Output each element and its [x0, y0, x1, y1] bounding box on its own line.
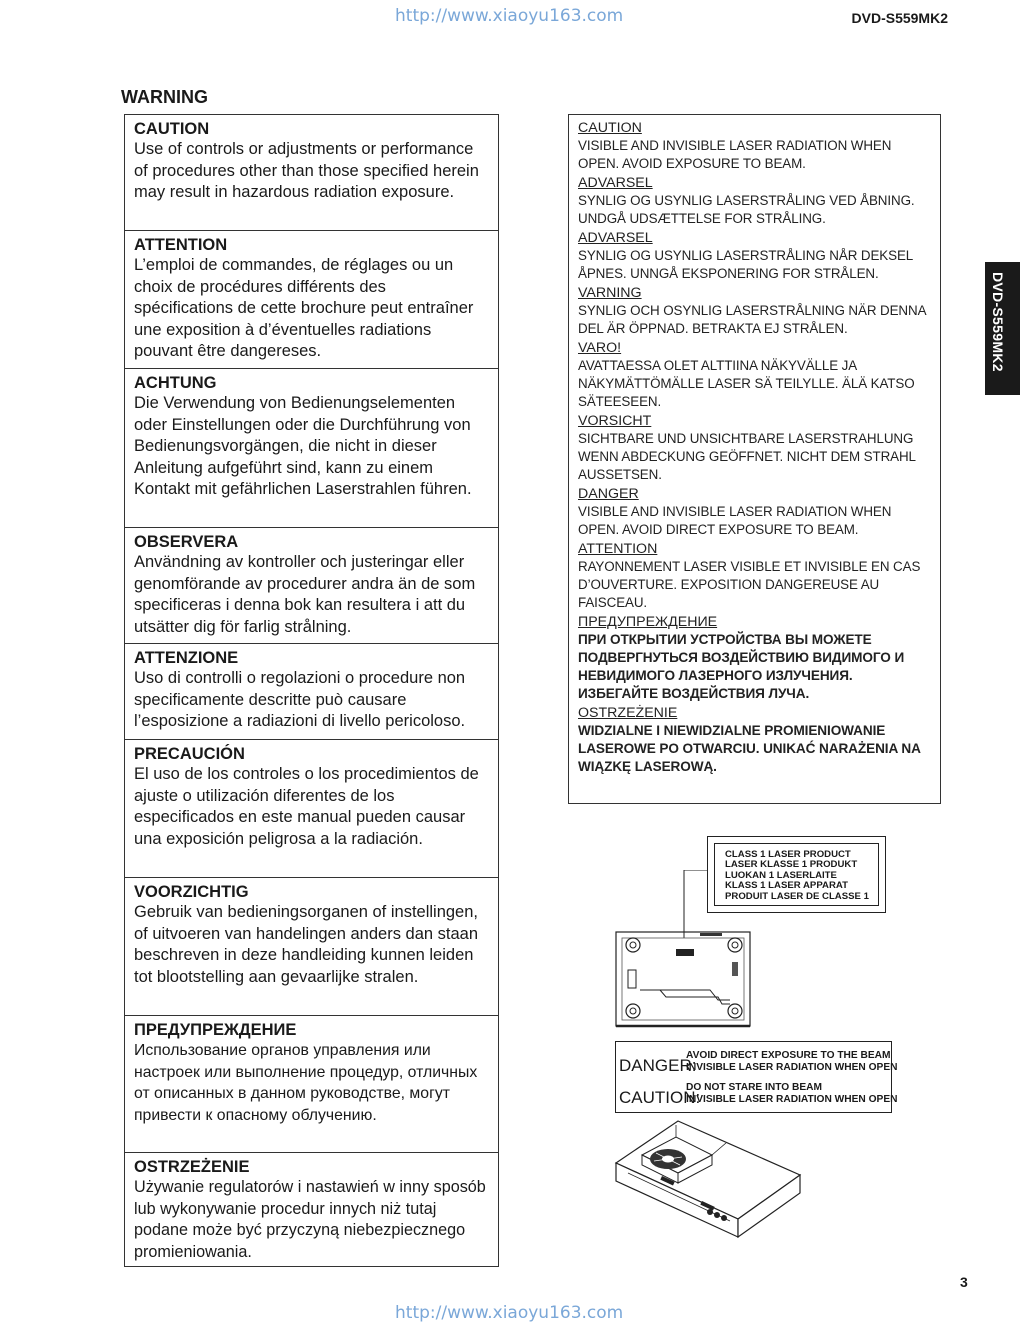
danger-line: AVOID DIRECT EXPOSURE TO THE BEAM: [686, 1050, 891, 1061]
caution-line: INVISIBLE LASER RADIATION WHEN OPEN: [686, 1094, 898, 1105]
section-title: VOORZICHTIG: [134, 883, 249, 901]
laser-section-title: ADVARSEL: [578, 230, 653, 246]
section-body: El uso de los controles o los procedimientos de ajuste o utilización diferentes de los especificados en este manual pueden causar una exposición peligrosa a la radiación.: [134, 765, 479, 848]
header-url[interactable]: http://www.xiaoyu163.com: [395, 6, 624, 26]
danger-word: DANGER:: [619, 1056, 697, 1075]
section-title: CAUTION: [134, 120, 210, 138]
laser-section-title: OSTRZEŻENIE: [578, 705, 678, 721]
laser-section-body: WIDZIALNE I NIEWIDZIALNE PROMIENIOWANIE LASEROWE PO OTWARCIU. UNIKAĆ NARAŻENIA NA WIĄZKĘ LASEROWĄ.: [578, 723, 921, 774]
danger-line: INVISIBLE LASER RADIATION WHEN OPEN: [686, 1062, 898, 1073]
laser-section: [578, 705, 931, 776]
danger-caution-label: [615, 1041, 898, 1113]
player-perspective-illustration: [610, 1115, 810, 1247]
danger-lines: [686, 1050, 898, 1074]
section-title: OSTRZEŻENIE: [134, 1158, 250, 1176]
laser-section: [578, 486, 931, 539]
laser-section: [578, 541, 931, 612]
page-number: 3: [960, 1274, 968, 1290]
section-title: ПРЕДУПРЕЖДЕНИЕ: [134, 1021, 297, 1039]
side-tab: [985, 262, 1020, 395]
caution-word: CAUTION:: [619, 1088, 701, 1107]
warning-section-observera: [125, 528, 498, 644]
laser-section: [578, 340, 931, 411]
warning-box-left: [124, 114, 499, 1267]
laser-section-body: VISIBLE AND INVISIBLE LASER RADIATION WHEN OPEN. AVOID DIRECT EXPOSURE TO BEAM.: [578, 504, 892, 537]
section-title: ACHTUNG: [134, 374, 217, 392]
laser-section: [578, 614, 931, 703]
warning-heading: WARNING: [121, 87, 208, 107]
laser-section: [578, 285, 931, 338]
warning-section-voorzichtig: [125, 878, 498, 1016]
section-body: Användning av kontroller och justeringar eller genomförande av procedurer andra än de som specificeras i denna bok kan resultera i att du utsätter dig för farlig strålning.: [134, 553, 476, 636]
laser-warning-box: [568, 114, 941, 804]
laser-section-body: RAYONNEMENT LASER VISIBLE ET INVISIBLE EN CAS D’OUVERTURE. EXPOSITION DANGEREUSE AU FAISCEAU.: [578, 559, 921, 610]
section-body: Używanie regulatorów i nastawień w inny sposób lub wykonywanie procedur innych niż tutaj podane może być przyczyną niebezpiecznego promieniowania.: [134, 1178, 486, 1261]
laser-section-title: VORSICHT: [578, 413, 652, 429]
section-title: PRECAUCIÓN: [134, 745, 245, 763]
section-title: ATTENZIONE: [134, 649, 239, 667]
laser-section: [578, 230, 931, 283]
caution-lines: [686, 1082, 898, 1106]
footer-url[interactable]: http://www.xiaoyu163.com: [395, 1303, 624, 1323]
model-name: DVD-S559MK2: [851, 10, 948, 26]
side-tab-label: DVD-S559MK2: [990, 272, 1006, 372]
warning-section-attenzione: [125, 644, 498, 740]
class-label-line: KLASS 1 LASER APPARAT: [725, 880, 848, 892]
laser-section-body: SYNLIG OG USYNLIG LASERSTRÅLING VED ÅBNING. UNDGÅ UDSÆTTELSE FOR STRÅLING.: [578, 193, 915, 226]
laser-section-title: CAUTION: [578, 120, 642, 136]
laser-section: [578, 175, 931, 228]
caution-line: DO NOT STARE INTO BEAM: [686, 1082, 823, 1093]
warning-section-polish: [125, 1153, 498, 1266]
player-top-view-illustration: [600, 870, 760, 1032]
section-body: Gebruik van bedieningsorganen of instellingen, of uitvoeren van handelingen anders dan staan beschreven in deze handleiding kunnen leiden tot blootstelling aan gevaarlijke stralen.: [134, 903, 479, 986]
laser-section-body: ПРИ ОТКРЫТИИ УСТРОЙСТВА ВЫ МОЖЕТЕ ПОДВЕРГНУТЬСЯ ВОЗДЕЙСТВИЮ ВИДИМОГО И НЕВИДИМОГО ЛАЗЕРНОГО ИЗЛУЧЕНИЯ. ИЗБЕГАЙТЕ ВОЗДЕЙСТВИЯ ЛУЧА.: [578, 632, 905, 701]
laser-section-body: SYNLIG OG USYNLIG LASERSTRÅLING NÅR DEKSEL ÅPNES. UNNGÅ EKSPONERING FOR STRÅLEN.: [578, 248, 913, 281]
section-title: OBSERVERA: [134, 533, 239, 551]
section-title: ATTENTION: [134, 236, 228, 254]
laser-section-title: ADVARSEL: [578, 175, 653, 191]
section-body: L’emploi de commandes, de réglages ou un choix de procédures différents des spécifications de cette brochure peut entraîner une exposition à d’éventuelles radiations pouvant être dangereses.: [134, 256, 474, 360]
laser-section-title: VARO!: [578, 340, 622, 356]
laser-section-body: SYNLIG OCH OSYNLIG LASERSTRÅLNING NÄR DENNA DEL ÄR ÖPPNAD. BETRAKTA EJ STRÅLEN.: [578, 303, 926, 336]
laser-section-title: ПРЕДУПРЕЖДЕНИЕ: [578, 614, 718, 630]
class-label-line: PRODUIT LASER DE CLASSE 1: [725, 890, 869, 902]
section-body: Uso di controlli o regolazioni o procedure non specificamente descritte può causare l’esposizione a radiazioni di livello pericoloso.: [134, 669, 466, 730]
class-label-line: LASER KLASSE 1 PRODUKT: [725, 859, 858, 871]
laser-section: [578, 413, 931, 484]
warning-section-attention: [125, 231, 498, 369]
section-body: Use of controls or adjustments or performance of procedures other than those specified herein may result in hazardous radiation exposure.: [134, 140, 479, 201]
section-body: Die Verwendung von Bedienungselementen oder Einstellungen oder die Durchführung von Bedienungsvorgängen, die nicht in dieser Anleitung aufgeführt sind, kann zu einem Kontakt mit gefährlichen Laserstrahlen führen.: [134, 394, 472, 498]
laser-section-title: DANGER: [578, 486, 639, 502]
section-body: Использование органов управления или настроек или выполнение процедур, отличных от описанных в данном руководстве, могут привести к опасному облучению.: [134, 1042, 478, 1124]
class-label-line: CLASS 1 LASER PRODUCT: [725, 849, 851, 860]
laser-section-title: ATTENTION: [578, 541, 658, 557]
warning-section-achtung: [125, 369, 498, 528]
laser-section-body: VISIBLE AND INVISIBLE LASER RADIATION WHEN OPEN. AVOID EXPOSURE TO BEAM.: [578, 138, 892, 171]
laser-section-body: SICHTBARE UND UNSICHTBARE LASERSTRAHLUNG WENN ABDECKUNG GEÖFFNET. NICHT DEM STRAHL AUSSETSEN.: [578, 431, 916, 482]
laser-section-title: VARNING: [578, 285, 642, 301]
warning-section-caution: [125, 115, 498, 231]
laser-section: [578, 120, 931, 173]
warning-section-precaucion: [125, 740, 498, 878]
class-label-line: LUOKAN 1 LASERLAITE: [725, 869, 837, 881]
laser-section-body: AVATTAESSA OLET ALTTIINA NÄKYVÄLLE JA NÄKYMÄTTÖMÄLLE LASER SÄ TEILYLLE. ÄLÄ KATSO SÄTEESEEN.: [578, 358, 915, 409]
warning-section-russian: [125, 1016, 498, 1153]
